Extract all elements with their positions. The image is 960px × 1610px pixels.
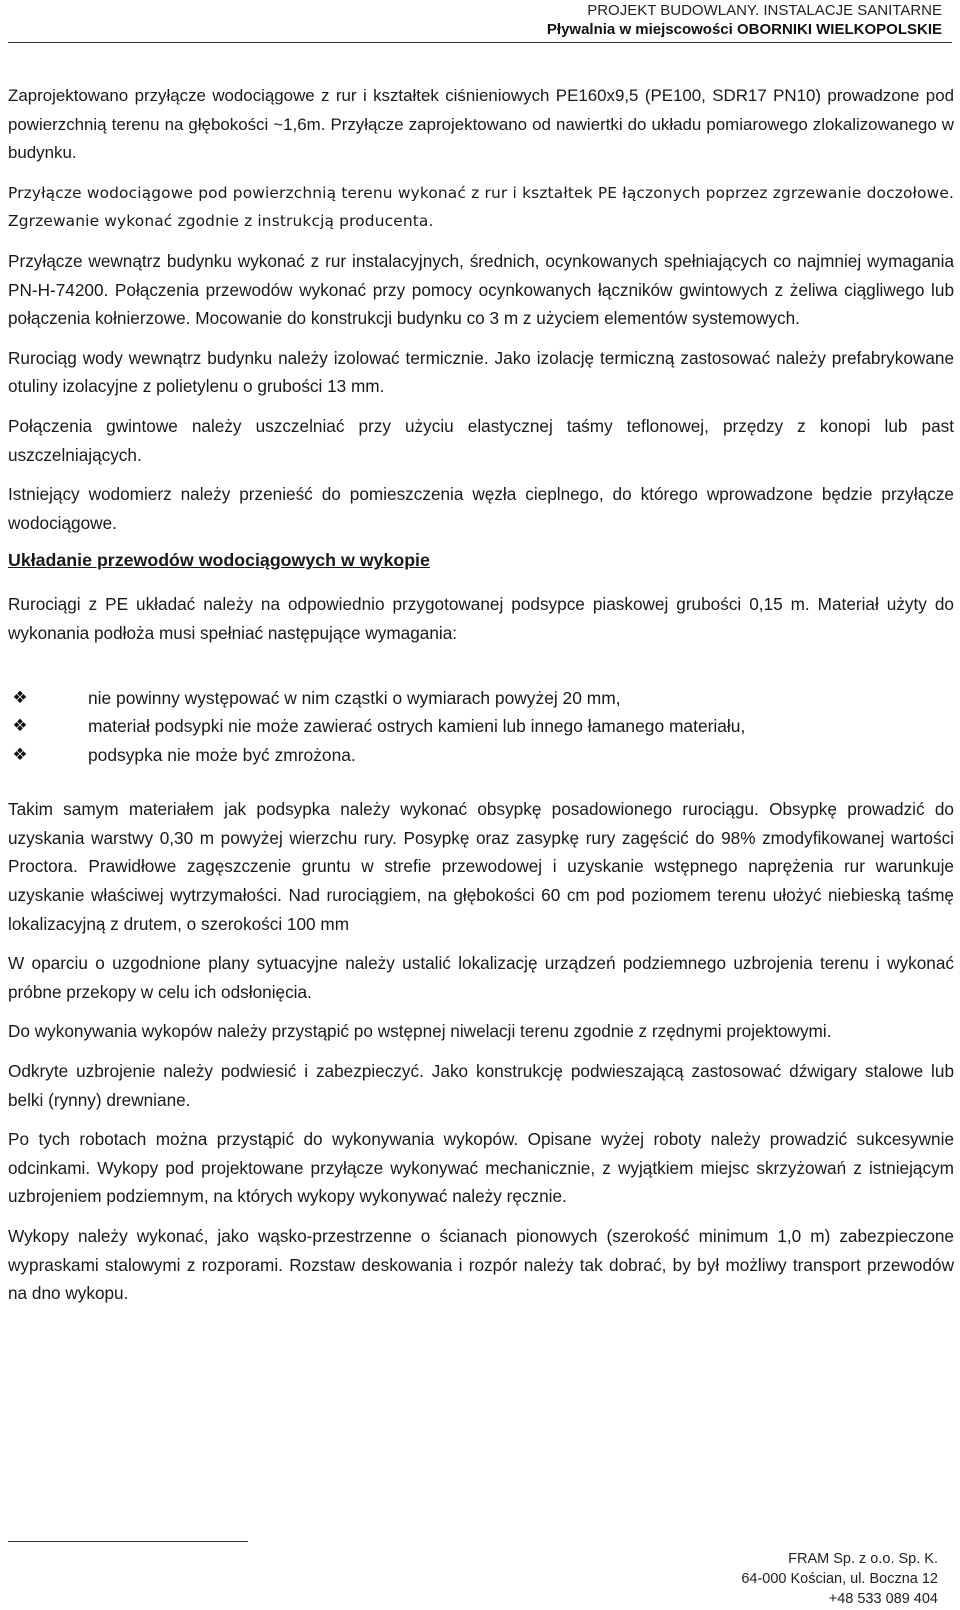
paragraph-indoor-pipes: Przyłącze wewnątrz budynku wykonać z rur instalacyjnych, średnich, ocynkowanych spełniających co najmniej wymagania PN-H-74200. Połączenia przewodów wykonać przy pomocy ocynkowanych łączników gwintowych z żeliwa ciągliwego lub połączenia kołnierzowe. Mocowanie do konstrukcji budynku co 3 m z użyciem elementów systemowych.: [8, 250, 954, 329]
footer-company: FRAM Sp. z o.o. Sp. K.: [788, 1551, 938, 1567]
paragraph-leveling: Do wykonywania wykopów należy przystąpić po wstępnej niwelacji terenu zgodnie z rzędnymi projektowymi.: [8, 1021, 832, 1042]
requirements-list: [12, 684, 954, 770]
paragraph-backfill: Takim samym materiałem jak podsypka należy wykonać obsypkę posadowionego rurociągu. Obsypkę prowadzić do uzyskania warstwy 0,30 m powyżej wierzchu rury. Posypkę oraz zasypkę rury zagęścić do 98% zmodyfikowanej wartości Proctora. Prawidłowe zagęszczenie gruntu w strefie przewodowej i uzyskanie wstępnego naprężenia rur warunkuje uzyskanie właściwej wytrzymałości. Nad rurociągiem, na głębokości 60 cm pod poziomem terenu ułożyć niebieską taśmę lokalizacyjną z drutem, o szerokości 100 mm: [8, 799, 954, 934]
section-heading: Układanie przewodów wodociągowych w wykopie: [8, 550, 430, 571]
list-item: [12, 684, 954, 713]
paragraph-pe-welding: Przyłącze wodociągowe pod powierzchnią terenu wykonać z rur i kształtek PE łączonych poprzez zgrzewanie doczołowe. Zgrzewanie wykonać zgodnie z instrukcją producenta.: [8, 183, 954, 231]
four-diamond-bullet-icon: ❖: [12, 744, 28, 765]
footer-phone: +48 533 089 404: [828, 1591, 938, 1607]
header-subtitle: Pływalnia w miejscowości OBORNIKI WIELKOPOLSKIE: [546, 21, 942, 38]
list-item: [12, 712, 954, 741]
page-footer: [741, 1549, 938, 1609]
document-body: [8, 82, 954, 1319]
list-item-text: podsypka nie może być zmrożona.: [88, 744, 356, 765]
list-item-text: materiał podsypki nie może zawierać ostrych kamieni lub innego łamanego materiału,: [88, 716, 746, 737]
four-diamond-bullet-icon: ❖: [12, 687, 28, 708]
paragraph-trench-walls: Wykopy należy wykonać, jako wąsko-przestrzenne o ścianach pionowych (szerokość minimum 1,0 m) zabezpieczone wypraskami stalowymi z rozporami. Rozstaw deskowania i rozpór należy tak dobrać, by był możliwy transport przewodów na dno wykopu.: [8, 1226, 954, 1304]
paragraph-bedding-intro: Rurociągi z PE układać należy na odpowiednio przygotowanej podsypce piaskowej grubości 0,15 m. Materiał użyty do wykonania podłoża musi spełniać następujące wymagania:: [8, 594, 954, 643]
header-project-title: PROJEKT BUDOWLANY. INSTALACJE SANITARNE: [587, 2, 942, 19]
paragraph-utility-location: W oparciu o uzgodnione plany sytuacyjne należy ustalić lokalizację urządzeń podziemnego uzbrojenia terenu i wykonać próbne przekopy w celu ich odsłonięcia.: [8, 953, 954, 1002]
paragraph-water-meter: Istniejący wodomierz należy przenieść do pomieszczenia węzła cieplnego, do którego wprowadzone będzie przyłącze wodociągowe.: [8, 484, 954, 533]
list-item: [12, 741, 954, 770]
paragraph-connection-design: Zaprojektowano przyłącze wodociągowe z rur i kształtek ciśnieniowych PE160x9,5 (PE100, SDR17 PN10) prowadzone pod powierzchnią terenu na głębokości ~1,6m. Przyłącze zaprojektowano od nawiertki do układu pomiarowego zlokalizowanego w budynku.: [8, 86, 954, 163]
paragraph-thread-sealing: Połączenia gwintowe należy uszczelniać przy użyciu elastycznej taśmy teflonowej, przędzy z konopi lub past uszczelniających.: [8, 415, 954, 465]
paragraph-utility-support: Odkryte uzbrojenie należy podwiesić i zabezpieczyć. Jako konstrukcję podwieszającą zastosować dźwigary stalowe lub belki (rynny) drewniane.: [8, 1061, 954, 1110]
paragraph-insulation: Rurociąg wody wewnątrz budynku należy izolować termicznie. Jako izolację termiczną zastosować należy prefabrykowane otuliny izolacyjne z polietylenu o grubości 13 mm.: [8, 347, 954, 397]
page-header: [547, 0, 942, 39]
footer-divider: [8, 1541, 248, 1542]
paragraph-excavation-order: Po tych robotach można przystąpić do wykonywania wykopów. Opisane wyżej roboty należy prowadzić sukcesywnie odcinkami. Wykopy pod projektowane przyłącze wykonywać mechanicznie, z wyjątkiem miejsc skrzyżowań z istniejącym uzbrojeniem podziemnym, na których wykopy wykonywać należy ręcznie.: [8, 1129, 954, 1207]
list-item-text: nie powinny występować w nim cząstki o wymiarach powyżej 20 mm,: [88, 687, 621, 708]
header-divider: [8, 42, 952, 43]
four-diamond-bullet-icon: ❖: [12, 716, 28, 737]
footer-address: 64-000 Kościan, ul. Boczna 12: [741, 1571, 938, 1587]
